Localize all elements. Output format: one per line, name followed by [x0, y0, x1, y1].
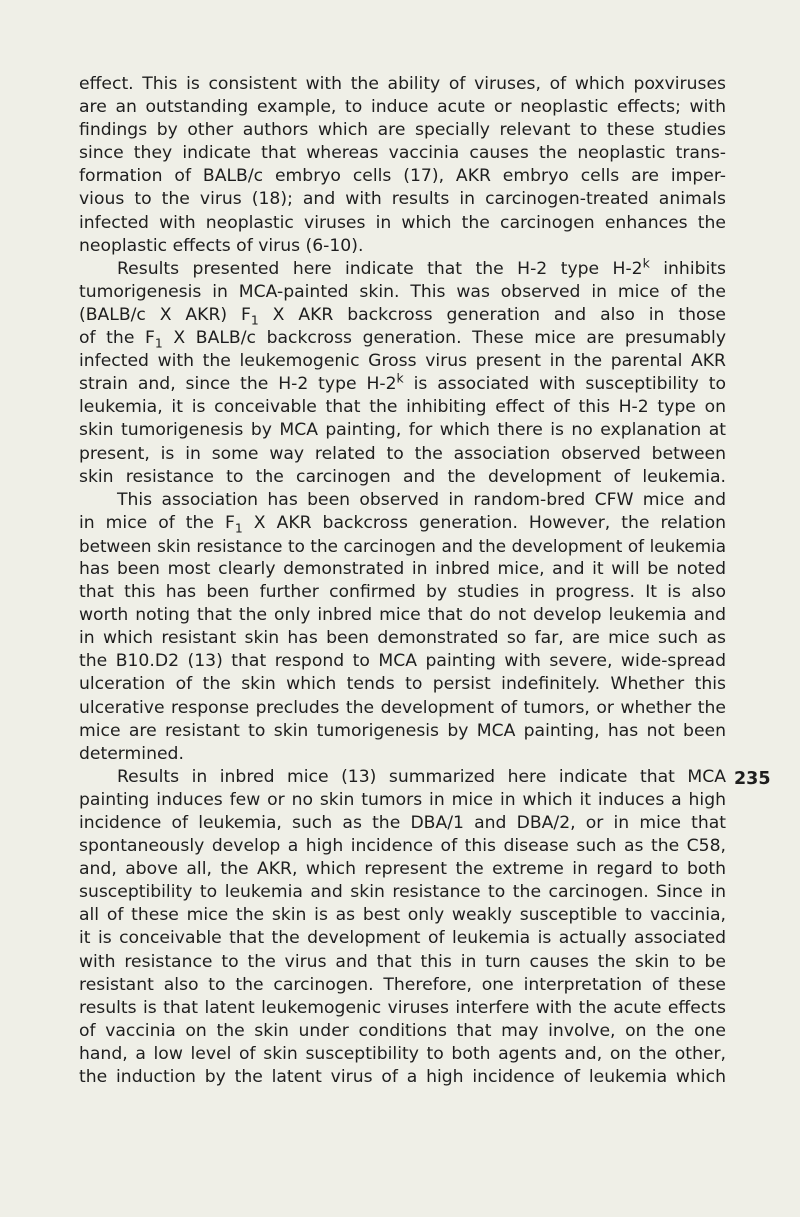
text-line: Results in inbred mice (13) summarized here indicate that MCA: [117, 766, 726, 787]
text-line: This association has been observed in random-bred CFW mice and: [117, 489, 726, 510]
text-line: strain and, since the H-2 type H-2$^k$ is associated with susceptibility to: [79, 373, 726, 395]
text-line: infected with the leukemogenic Gross virus present in the parental AKR: [79, 351, 726, 372]
text-line: formation of BALB/c embryo cells (17), AKR embryo cells are imper-: [79, 166, 726, 187]
text-line: spontaneously develop a high incidence of this disease such as the C58,: [79, 836, 726, 857]
text-line: has been most clearly demonstrated in inbred mice, and it will be noted: [79, 558, 726, 579]
text-line: the induction by the latent virus of a high incidence of leukemia which: [79, 1067, 726, 1088]
body-text: [79, 73, 726, 1089]
text-line: (BALB/c X AKR) $F_1$ X AKR backcross generation and also in those: [79, 304, 726, 328]
text-line: resistant also to the carcinogen. Therefore, one interpretation of these: [79, 974, 726, 995]
text-line: since they indicate that whereas vaccinia causes the neoplastic trans-: [79, 143, 726, 164]
text-line: ulcerative response precludes the development of tumors, or whether the: [79, 697, 726, 718]
text-line: skin resistance to the carcinogen and the development of leukemia.: [79, 466, 726, 487]
text-line: in which resistant skin has been demonstrated so far, are mice such as: [79, 628, 726, 649]
text-line: ulceration of the skin which tends to persist indefinitely. Whether this: [79, 674, 726, 695]
text-line: vious to the virus (18); and with results in carcinogen-treated animals: [79, 189, 726, 210]
text-line: Results presented here indicate that the H-2 type H-2$^k$ inhibits: [117, 257, 726, 279]
text-line: all of these mice the skin is as best only weakly susceptible to vaccinia,: [79, 905, 726, 926]
text-line: neoplastic effects of virus (6-10).: [79, 235, 364, 256]
text-line: the B10.D2 (13) that respond to MCA painting with severe, wide-spread: [79, 651, 726, 672]
text-line: susceptibility to leukemia and skin resistance to the carcinogen. Since in: [79, 882, 726, 903]
text-line: painting induces few or no skin tumors in mice in which it induces a high: [79, 789, 726, 810]
page-number: 235: [734, 769, 771, 789]
text-line: between skin resistance to the carcinogen and the development of leukemia: [79, 535, 726, 556]
text-line: hand, a low level of skin susceptibility to both agents and, on the other,: [79, 1043, 726, 1064]
text-line: effect. This is consistent with the ability of viruses, of which poxviruses: [79, 74, 726, 94]
text-line: are an outstanding example, to induce acute or neoplastic effects; with: [79, 97, 726, 118]
text-line: incidence of leukemia, such as the DBA/1 and DBA/2, or in mice that: [79, 813, 726, 833]
text-line: worth noting that the only inbred mice that do not develop leukemia and: [79, 605, 726, 626]
text-line: results is that latent leukemogenic viruses interfere with the acute effects: [79, 997, 726, 1018]
text-line: of the $F_1$ X BALB/c backcross generation. These mice are presumably: [79, 328, 726, 351]
text-line: it is conceivable that the development of leukemia is actually associated: [79, 928, 726, 949]
text-line: determined.: [79, 743, 184, 764]
text-line: skin tumorigenesis by MCA painting, for which there is no explanation at: [79, 420, 726, 441]
text-line: and, above all, the AKR, which represent the extreme in regard to both: [79, 859, 726, 880]
text-line: mice are resistant to skin tumorigenesis by MCA painting, has not been: [79, 720, 726, 741]
text-line: in mice of the $F_1$ X AKR backcross generation. However, the relation: [79, 512, 726, 535]
text-line: tumorigenesis in MCA-painted skin. This was observed in mice of the: [79, 281, 726, 302]
text-line: that this has been further confirmed by studies in progress. It is also: [79, 582, 726, 603]
text-line: findings by other authors which are specially relevant to these studies: [79, 120, 726, 141]
text-line: leukemia, it is conceivable that the inhibiting effect of this H-2 type on: [79, 397, 726, 418]
text-line: present, is in some way related to the association observed between: [79, 443, 726, 464]
text-line: with resistance to the virus and that this in turn causes the skin to be: [79, 951, 726, 972]
text-line: infected with neoplastic viruses in which the carcinogen enhances the: [79, 212, 726, 233]
text-line: of vaccinia on the skin under conditions that may involve, on the one: [79, 1020, 726, 1041]
